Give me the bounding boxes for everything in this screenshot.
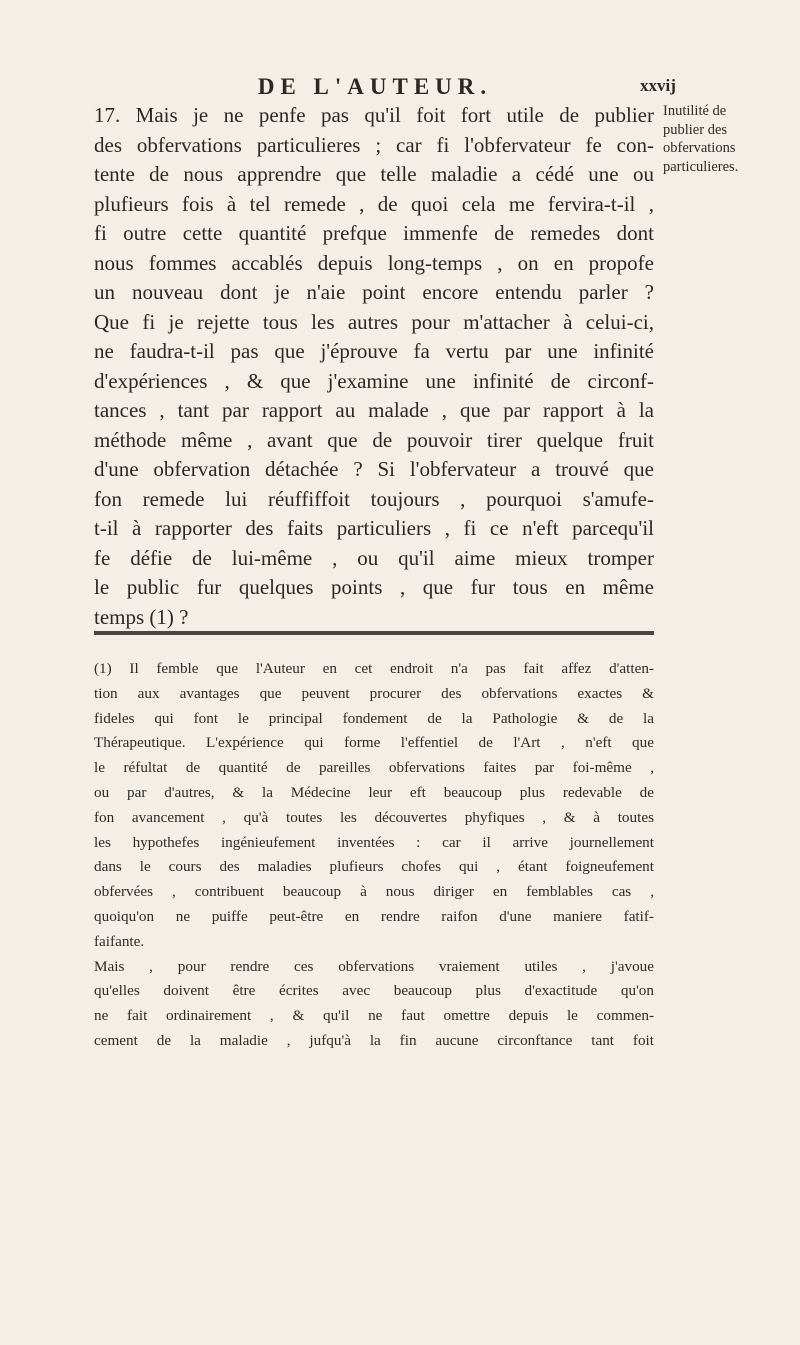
footnote-line: tion aux avantages que peuvent procurer des obfervations exactes & (94, 684, 654, 702)
footnote-line: fon avancement , qu'à toutes les découvertes phyfiques , & à toutes (94, 808, 654, 826)
footnote-separator (94, 631, 654, 635)
footnote-line: (1) Il femble que l'Auteur en cet endroit n'a pas fait affez d'atten- (94, 660, 654, 677)
footnote-line: le réfultat de quantité de pareilles obfervations faites par foi-même , (94, 759, 654, 777)
footnote-line: obfervées , contribuent beaucoup à nous diriger en femblables cas , (94, 883, 654, 901)
running-header (110, 62, 710, 102)
margin-line: publier des (663, 121, 728, 138)
footnote-line: ou par d'autres, & la Médecine leur eft beaucoup plus redevable de (94, 783, 654, 801)
text-line: d'expériences , & que j'examine une infinité de circonf- (94, 368, 654, 393)
text-line: tances , tant par rapport au malade , que par rapport à la (94, 398, 654, 422)
footnote-line: Mais , pour rendre ces obfervations vraiement utiles , j'avoue (94, 957, 654, 975)
page-number: xxvij (640, 76, 676, 95)
footnote-line: dans le cours des maladies plufieurs chofes qui , étant foigneufement (94, 858, 654, 876)
text-line: t-il à rapporter des faits particuliers , fi ce n'eft parcequ'il (94, 516, 654, 540)
footnote-line: faifante. (94, 932, 145, 950)
footnote-line: quoiqu'on ne puiffe peut-être en rendre raifon d'une maniere fatif- (94, 907, 654, 925)
text-line: le public fur quelques points , que fur tous en même (94, 575, 654, 599)
footnote-line: fideles qui font le principal fondement de la Pathologie & de la (94, 709, 654, 727)
text-line: plufieurs fois à tel remede , de quoi cela me fervira-t-il , (94, 191, 654, 216)
text-line: fi outre cette quantité prefque immenfe de remedes dont (94, 221, 654, 245)
margin-line: Inutilité de (663, 103, 727, 119)
text-line: fon remede lui réuffiffoit toujours , pourquoi s'amufe- (94, 486, 654, 511)
margin-line: obfervations (663, 140, 736, 156)
text-line: temps (1) ? (94, 604, 189, 629)
text-line: tente de nous apprendre que telle maladie a cédé une ou (94, 162, 654, 186)
main-paragraph (94, 101, 654, 632)
text-line: méthode même , avant que de pouvoir tirer quelque fruit (94, 427, 654, 452)
running-title: DE L'AUTEUR. (257, 74, 493, 99)
text-line: Que fi je rejette tous les autres pour m'attacher à celui-ci, (94, 309, 654, 334)
marginal-note (663, 102, 793, 176)
footnote-line: ne fait ordinairement , & qu'il ne faut omettre depuis le commen- (94, 1007, 654, 1025)
footnote-line: qu'elles doivent être écrites avec beaucoup plus d'exactitude qu'on (94, 982, 654, 1000)
text-line: fe défie de lui-même , ou qu'il aime mieux tromper (94, 545, 654, 570)
footnote (94, 657, 654, 1054)
footnote-line: Thérapeutique. L'expérience qui forme l'effentiel de l'Art , n'eft que (94, 734, 654, 752)
text-line: des obfervations particulieres ; car fi l'obfervateur fe con- (94, 132, 654, 157)
text-line: 17. Mais je ne penfe pas qu'il foit fort utile de publier (94, 103, 654, 127)
margin-line: particulieres. (663, 158, 739, 175)
text-line: nous fommes accablés depuis long-temps , on en propofe (94, 250, 654, 275)
footnote-line: les hypothefes ingénieufement inventées : car il arrive journellement (94, 833, 654, 851)
text-line: d'une obfervation détachée ? Si l'obfervateur a trouvé que (94, 457, 654, 481)
footnote-line: cement de la maladie , jufqu'à la fin aucune circonftance tant foit (94, 1031, 654, 1049)
text-line: un nouveau dont je n'aie point encore entendu parler ? (94, 280, 654, 304)
text-line: ne faudra-t-il pas que j'éprouve fa vertu par une infinité (94, 339, 654, 363)
